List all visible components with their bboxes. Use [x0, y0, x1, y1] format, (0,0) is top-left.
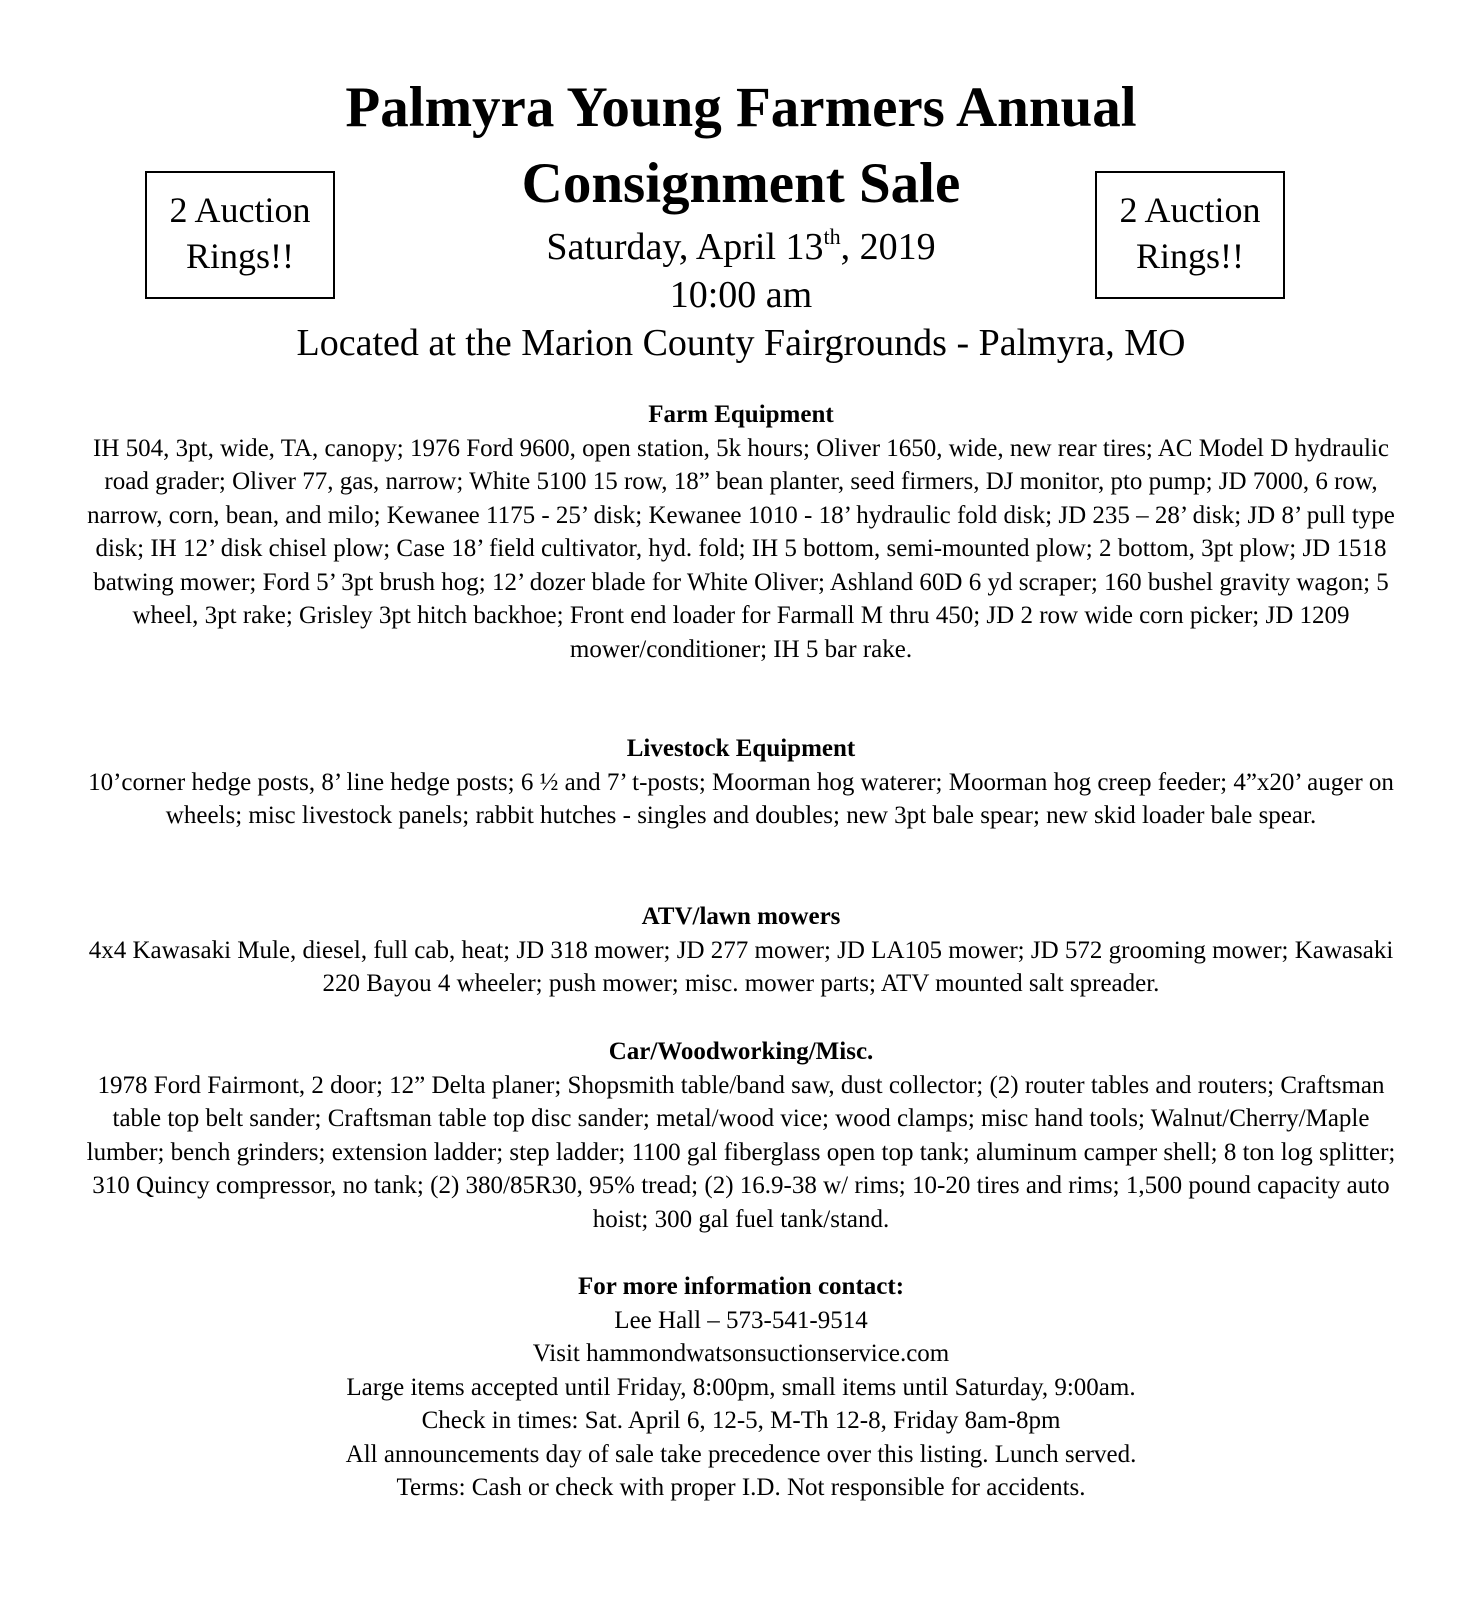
contact-phone: Lee Hall – 573-541-9514 — [614, 1306, 868, 1334]
section-heading: Livestock Equipment — [626, 735, 856, 762]
section-body: IH 504, 3pt, wide, TA, canopy; 1976 Ford 9600, open station, 5k hours; Oliver 1650, wide, new rear tires; AC Model D hydraulic road grader; Oliver 77, gas, narrow; White 5100 15 row, 18” bean planter, seed firmers, DJ monitor, pto pump; JD 7000, 6 row, narrow, corn, bean, and milo; Kewanee 1175 - 25’ disk; Kewanee 1010 - 18’ hydraulic fold disk; JD 235 – 28’ disk; JD 8’ pull type disk; IH 12’ disk chisel plow; Case 18’ field cultivator, hyd. fold; IH 5 bottom, semi-mounted plow; 2 bottom, 3pt plow; JD 1518 batwing mower; Ford 5’ 3pt brush hog; 12’ dozer blade for White Oliver; Ashland 60D 6 yd scraper; 160 bushel gravity wagon; 5 wheel, 3pt rake; Grisley 3pt hitch backhoe; Front end loader for Farmall M thru 450; JD 2 row wide corn picker; JD 1209 mower/conditioner; IH 5 bar rake. — [87, 434, 1395, 663]
date-ordinal-suffix: th — [823, 224, 841, 249]
section-atv-lawn-mowers — [80, 900, 1402, 1001]
section-body: 1978 Ford Fairmont, 2 door; 12” Delta planer; Shopsmith table/band saw, dust collector; (2) router tables and routers; Craftsman table top belt sander; Craftsman table top disc sander; metal/wood vice; wood clamps; misc hand tools; Walnut/Cherry/Maple lumber; bench grinders; extension ladder; step ladder; 1100 gal fiberglass open top tank; aluminum camper shell; 8 ton log splitter; 310 Quincy compressor, no tank; (2) 380/85R30, 95% tread; (2) 16.9-38 w/ rims; 10-20 tires and rims; 1,500 pound capacity auto hoist; 300 gal fuel tank/stand. — [86, 1071, 1396, 1233]
section-heading: Car/Woodworking/Misc. — [608, 1038, 874, 1065]
section-farm-equipment — [80, 398, 1402, 666]
section-car-woodworking-misc — [80, 1035, 1402, 1236]
section-livestock-equipment — [80, 732, 1402, 833]
sale-time: 10:00 am — [669, 274, 813, 316]
title-line-1: Palmyra Young Farmers Annual — [345, 76, 1137, 139]
contact-info — [80, 1270, 1402, 1505]
section-heading: ATV/lawn mowers — [641, 903, 841, 930]
title-line-2: Consignment Sale — [521, 152, 961, 215]
ring-box-line-1: 2 Auction — [1119, 190, 1261, 230]
sale-location: Located at the Marion County Fairgrounds - Palmyra, MO — [296, 322, 1186, 364]
section-body: 4x4 Kawasaki Mule, diesel, full cab, heat; JD 318 mower; JD 277 mower; JD LA105 mower; JD 572 grooming mower; Kawasaki 220 Bayou 4 wheeler; push mower; misc. mower parts; ATV mounted salt spreader. — [88, 936, 1394, 997]
sale-date — [0, 222, 1482, 272]
section-heading: Farm Equipment — [648, 401, 834, 428]
contact-website: Visit hammondwatsonsuctionservice.com — [532, 1340, 950, 1367]
contact-terms: Terms: Cash or check with proper I.D. Not responsible for accidents. — [396, 1474, 1086, 1501]
contact-check-in-times: Check in times: Sat. April 6, 12-5, M-Th 12-8, Friday 8am-8pm — [421, 1407, 1061, 1434]
contact-heading: For more information contact: — [577, 1273, 905, 1300]
ring-box-line-2: Rings!! — [186, 236, 294, 276]
ring-box-line-1: 2 Auction — [169, 190, 311, 230]
contact-item-acceptance: Large items accepted until Friday, 8:00pm, small items until Saturday, 9:00am. — [346, 1373, 1136, 1401]
section-body: 10’corner hedge posts, 8’ line hedge posts; 6 ½ and 7’ t-posts; Moorman hog waterer; Moorman hog creep feeder; 4”x20’ auger on wheels; misc livestock panels; rabbit hutches - singles and doubles; new 3pt bale spear; new skid loader bale spear. — [88, 768, 1394, 829]
date-year: , 2019 — [840, 226, 936, 268]
ring-box-line-2: Rings!! — [1136, 236, 1244, 276]
date-text: Saturday, April 13 — [546, 226, 824, 268]
contact-announcements: All announcements day of sale take precedence over this listing. Lunch served. — [345, 1440, 1137, 1468]
